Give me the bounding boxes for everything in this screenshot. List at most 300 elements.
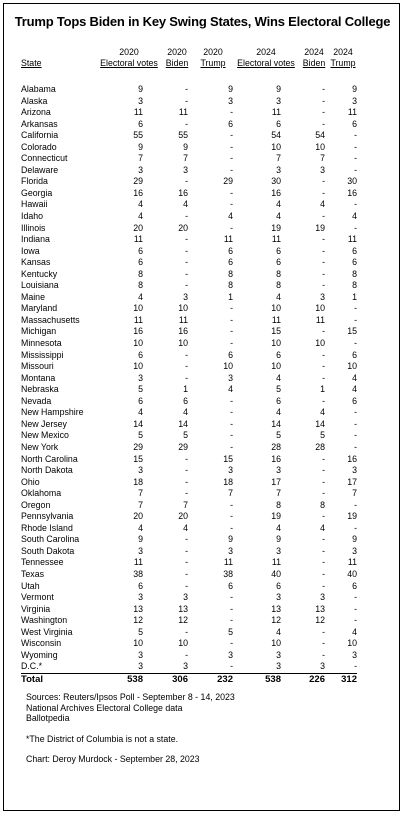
state-name: North Dakota xyxy=(21,465,73,476)
notes-block xyxy=(26,692,235,765)
ev-2020: 3 xyxy=(138,465,143,476)
ev-2024: 8 xyxy=(276,280,281,291)
ev-2024: 19 xyxy=(271,511,281,522)
state-name: Louisiana xyxy=(21,280,59,291)
trump-2024: - xyxy=(354,130,357,141)
biden-2024: 4 xyxy=(320,522,325,533)
trump-2020: - xyxy=(230,592,233,603)
biden-2020: 10 xyxy=(178,303,188,314)
total-2024-trump: 312 xyxy=(329,673,357,686)
ev-2024: 40 xyxy=(271,568,281,579)
table-row xyxy=(21,661,357,673)
chart-title: Trump Tops Biden in Key Swing States, Wins Electoral College xyxy=(14,14,391,29)
trump-2020: 3 xyxy=(228,372,233,383)
table-row xyxy=(21,569,357,581)
total-2020-trump: 232 xyxy=(193,673,233,686)
biden-2020: - xyxy=(185,268,188,279)
state-name: Virginia xyxy=(21,603,51,614)
trump-2020: - xyxy=(230,615,233,626)
ev-2020: 6 xyxy=(138,118,143,129)
biden-2024: - xyxy=(322,580,325,591)
trump-2020: 6 xyxy=(228,349,233,360)
biden-2020: 29 xyxy=(178,441,188,452)
biden-2024: - xyxy=(322,638,325,649)
ev-2024: 4 xyxy=(276,372,281,383)
table-row xyxy=(21,604,357,616)
ev-2024: 7 xyxy=(276,488,281,499)
trump-2024: 3 xyxy=(352,95,357,106)
chart-frame xyxy=(3,3,400,811)
table-row xyxy=(21,511,357,523)
biden-2020: 4 xyxy=(183,522,188,533)
table-row xyxy=(21,534,357,546)
trump-2024: 1 xyxy=(352,291,357,302)
ev-2020: 3 xyxy=(138,164,143,175)
trump-2024: 8 xyxy=(352,280,357,291)
biden-2020: 9 xyxy=(183,141,188,152)
total-2020-biden: 306 xyxy=(161,673,193,686)
trump-2020: 9 xyxy=(228,534,233,545)
biden-2020: 20 xyxy=(178,222,188,233)
state-name: Maine xyxy=(21,291,45,302)
ev-2024: 11 xyxy=(271,314,281,325)
biden-2024: - xyxy=(322,176,325,187)
state-name: New Mexico xyxy=(21,430,69,441)
ev-2024: 10 xyxy=(271,141,281,152)
ev-2020: 20 xyxy=(133,222,143,233)
biden-2020: 13 xyxy=(178,603,188,614)
ev-2024: 6 xyxy=(276,580,281,591)
ev-2020: 14 xyxy=(133,418,143,429)
biden-2024: - xyxy=(322,545,325,556)
biden-2020: 4 xyxy=(183,407,188,418)
trump-2024: 6 xyxy=(352,118,357,129)
trump-2024: - xyxy=(354,164,357,175)
header-2020-trump: 2020 Trump xyxy=(200,47,226,68)
state-name: Delaware xyxy=(21,164,59,175)
biden-2024: - xyxy=(322,211,325,222)
ev-2024: 28 xyxy=(271,441,281,452)
ev-2020: 6 xyxy=(138,245,143,256)
biden-2024: - xyxy=(322,257,325,268)
biden-2024: 19 xyxy=(315,222,325,233)
state-name: Arizona xyxy=(21,107,51,118)
state-name: Illinois xyxy=(21,222,46,233)
biden-2020: 1 xyxy=(183,384,188,395)
biden-2020: 3 xyxy=(183,291,188,302)
state-name: Oregon xyxy=(21,499,51,510)
trump-2024: 4 xyxy=(352,384,357,395)
biden-2020: 6 xyxy=(183,395,188,406)
table-row xyxy=(21,454,357,466)
biden-2024: 3 xyxy=(320,592,325,603)
total-2024-biden: 226 xyxy=(299,673,329,686)
state-name: Missouri xyxy=(21,361,54,372)
biden-2020: - xyxy=(185,257,188,268)
table-row xyxy=(21,477,357,489)
trump-2020: - xyxy=(230,199,233,210)
ev-2020: 6 xyxy=(138,349,143,360)
biden-2024: - xyxy=(322,84,325,94)
ev-2024: 9 xyxy=(276,84,281,94)
biden-2020: 10 xyxy=(178,638,188,649)
table-row xyxy=(21,326,357,338)
state-name: Washington xyxy=(21,615,68,626)
ev-2020: 11 xyxy=(133,107,143,118)
trump-2020: - xyxy=(230,407,233,418)
trump-2020: - xyxy=(230,661,233,672)
trump-2020: - xyxy=(230,418,233,429)
trump-2024: 11 xyxy=(347,557,357,568)
ev-2020: 4 xyxy=(138,291,143,302)
state-name: Wisconsin xyxy=(21,638,62,649)
table-row xyxy=(21,223,357,235)
table-row xyxy=(21,96,357,108)
table-row xyxy=(21,581,357,593)
state-name: Michigan xyxy=(21,326,57,337)
biden-2020: - xyxy=(185,488,188,499)
table-row xyxy=(21,442,357,454)
ev-2020: 3 xyxy=(138,661,143,672)
ev-2020: 38 xyxy=(133,568,143,579)
trump-2024: 11 xyxy=(347,234,357,245)
trump-2024: 7 xyxy=(352,488,357,499)
trump-2020: - xyxy=(230,303,233,314)
ev-2020: 9 xyxy=(138,141,143,152)
trump-2024: 6 xyxy=(352,257,357,268)
ev-2024: 6 xyxy=(276,257,281,268)
ev-2024: 4 xyxy=(276,211,281,222)
ev-2020: 29 xyxy=(133,176,143,187)
ev-2020: 3 xyxy=(138,649,143,660)
ev-2020: 11 xyxy=(133,234,143,245)
state-name: Hawaii xyxy=(21,199,48,210)
ev-2024: 4 xyxy=(276,522,281,533)
table-row xyxy=(21,373,357,385)
ev-2020: 18 xyxy=(133,476,143,487)
table-row xyxy=(21,257,357,269)
state-name: Idaho xyxy=(21,211,44,222)
biden-2020: 16 xyxy=(178,326,188,337)
ev-2020: 15 xyxy=(133,453,143,464)
trump-2024: 4 xyxy=(352,626,357,637)
biden-2020: - xyxy=(185,580,188,591)
biden-2020: 5 xyxy=(183,430,188,441)
table-row xyxy=(21,246,357,258)
table-row xyxy=(21,188,357,200)
biden-2020: 3 xyxy=(183,592,188,603)
state-name: Mississippi xyxy=(21,349,64,360)
ev-2024: 7 xyxy=(276,153,281,164)
biden-2020: 3 xyxy=(183,661,188,672)
biden-2024: - xyxy=(322,245,325,256)
state-name: New Hampshire xyxy=(21,407,84,418)
state-name: Texas xyxy=(21,568,44,579)
state-name: California xyxy=(21,130,59,141)
state-name: West Virginia xyxy=(21,626,73,637)
biden-2024: 3 xyxy=(320,661,325,672)
biden-2024: 8 xyxy=(320,499,325,510)
table-row xyxy=(21,315,357,327)
ev-2024: 5 xyxy=(276,384,281,395)
ev-2020: 4 xyxy=(138,211,143,222)
ev-2020: 8 xyxy=(138,280,143,291)
biden-2020: - xyxy=(185,84,188,94)
biden-2020: 20 xyxy=(178,511,188,522)
ev-2024: 3 xyxy=(276,465,281,476)
table-row xyxy=(21,153,357,165)
ev-2024: 16 xyxy=(271,453,281,464)
trump-2020: - xyxy=(230,430,233,441)
trump-2020: - xyxy=(230,638,233,649)
ev-2020: 6 xyxy=(138,257,143,268)
table-row xyxy=(21,130,357,142)
trump-2020: 7 xyxy=(228,488,233,499)
biden-2024: 10 xyxy=(315,303,325,314)
state-name: Maryland xyxy=(21,303,58,314)
biden-2024: - xyxy=(322,534,325,545)
trump-2024: - xyxy=(354,430,357,441)
ev-2024: 30 xyxy=(271,176,281,187)
trump-2024: 17 xyxy=(347,476,357,487)
table-row xyxy=(21,107,357,119)
table-row xyxy=(21,338,357,350)
ev-2024: 5 xyxy=(276,430,281,441)
biden-2020: - xyxy=(185,234,188,245)
trump-2024: - xyxy=(354,418,357,429)
table-row xyxy=(21,165,357,177)
table-row xyxy=(21,430,357,442)
trump-2024: - xyxy=(354,592,357,603)
table-row xyxy=(21,592,357,604)
state-name: Pennsylvania xyxy=(21,511,74,522)
state-name: Massachusetts xyxy=(21,314,80,325)
biden-2020: 16 xyxy=(178,187,188,198)
trump-2020: - xyxy=(230,187,233,198)
trump-2024: - xyxy=(354,141,357,152)
trump-2020: - xyxy=(230,499,233,510)
trump-2024: 11 xyxy=(347,107,357,118)
state-name: Nevada xyxy=(21,395,52,406)
trump-2024: 15 xyxy=(347,326,357,337)
header-2020-biden: 2020 Biden xyxy=(165,47,189,68)
trump-2020: 3 xyxy=(228,95,233,106)
biden-2020: 3 xyxy=(183,164,188,175)
ev-2024: 4 xyxy=(276,291,281,302)
trump-2024: - xyxy=(354,407,357,418)
trump-2024: - xyxy=(354,661,357,672)
biden-2020: 12 xyxy=(178,615,188,626)
biden-2024: 14 xyxy=(315,418,325,429)
biden-2020: - xyxy=(185,476,188,487)
ev-2024: 3 xyxy=(276,95,281,106)
biden-2024: 13 xyxy=(315,603,325,614)
biden-2020: - xyxy=(185,453,188,464)
trump-2020: 4 xyxy=(228,211,233,222)
ev-2020: 3 xyxy=(138,95,143,106)
ev-2020: 12 xyxy=(133,615,143,626)
table-row xyxy=(21,638,357,650)
trump-2020: 9 xyxy=(228,84,233,94)
state-name: Utah xyxy=(21,580,40,591)
biden-2024: - xyxy=(322,234,325,245)
biden-2024: - xyxy=(322,118,325,129)
trump-2020: 6 xyxy=(228,118,233,129)
trump-2020: - xyxy=(230,522,233,533)
trump-2020: 6 xyxy=(228,580,233,591)
trump-2020: - xyxy=(230,222,233,233)
table-row xyxy=(21,84,357,96)
header-2024-biden: 2024 Biden xyxy=(302,47,326,68)
state-name: South Dakota xyxy=(21,545,75,556)
trump-2020: 5 xyxy=(228,626,233,637)
trump-2024: - xyxy=(354,603,357,614)
source-line: Sources: Reuters/Ipsos Poll - September 8 - 14, 2023 xyxy=(26,692,235,702)
trump-2020: - xyxy=(230,441,233,452)
biden-2024: - xyxy=(322,95,325,106)
ev-2024: 6 xyxy=(276,245,281,256)
trump-2024: 6 xyxy=(352,395,357,406)
ev-2020: 10 xyxy=(133,361,143,372)
biden-2020: - xyxy=(185,465,188,476)
ev-2020: 10 xyxy=(133,303,143,314)
header-2024-ev: 2024 Electoral votes xyxy=(237,47,295,68)
ev-2020: 11 xyxy=(133,557,143,568)
state-name: D.C.* xyxy=(21,661,43,672)
ev-2024: 8 xyxy=(276,499,281,510)
table-row xyxy=(21,384,357,396)
biden-2024: 3 xyxy=(320,164,325,175)
biden-2020: 4 xyxy=(183,199,188,210)
table-row xyxy=(21,280,357,292)
state-name: Montana xyxy=(21,372,56,383)
ev-2024: 17 xyxy=(271,476,281,487)
ev-2024: 11 xyxy=(271,557,281,568)
biden-2024: - xyxy=(322,453,325,464)
state-name: Georgia xyxy=(21,187,53,198)
trump-2020: 18 xyxy=(223,476,233,487)
trump-2020: - xyxy=(230,107,233,118)
biden-2024: - xyxy=(322,349,325,360)
ev-2020: 16 xyxy=(133,187,143,198)
trump-2024: 40 xyxy=(347,568,357,579)
trump-2024: 6 xyxy=(352,245,357,256)
table-row xyxy=(21,650,357,662)
trump-2020: - xyxy=(230,326,233,337)
biden-2024: - xyxy=(322,557,325,568)
biden-2020: - xyxy=(185,211,188,222)
table-row xyxy=(21,142,357,154)
state-name: Rhode Island xyxy=(21,522,73,533)
ev-2020: 4 xyxy=(138,199,143,210)
table-row xyxy=(21,546,357,558)
biden-2024: - xyxy=(322,511,325,522)
biden-2020: - xyxy=(185,372,188,383)
state-name: Connecticut xyxy=(21,153,68,164)
trump-2020: 29 xyxy=(223,176,233,187)
biden-2020: - xyxy=(185,176,188,187)
ev-2020: 29 xyxy=(133,441,143,452)
trump-2020: - xyxy=(230,511,233,522)
biden-2020: - xyxy=(185,649,188,660)
ev-2020: 7 xyxy=(138,153,143,164)
biden-2024: - xyxy=(322,626,325,637)
biden-2024: - xyxy=(322,649,325,660)
biden-2024: 7 xyxy=(320,153,325,164)
biden-2024: - xyxy=(322,395,325,406)
state-name: North Carolina xyxy=(21,453,78,464)
source-line: Ballotpedia xyxy=(26,713,70,724)
table-row xyxy=(21,523,357,535)
biden-2020: - xyxy=(185,626,188,637)
trump-2024: 9 xyxy=(352,84,357,94)
trump-2024: - xyxy=(354,441,357,452)
table-row xyxy=(21,303,357,315)
ev-2024: 4 xyxy=(276,626,281,637)
state-name: Arkansas xyxy=(21,118,58,129)
ev-2020: 4 xyxy=(138,407,143,418)
table-row xyxy=(21,627,357,639)
total-row xyxy=(21,673,357,686)
trump-2024: 6 xyxy=(352,580,357,591)
ev-2024: 3 xyxy=(276,164,281,175)
trump-2020: 38 xyxy=(223,568,233,579)
ev-2020: 3 xyxy=(138,545,143,556)
ev-2024: 4 xyxy=(276,199,281,210)
biden-2020: - xyxy=(185,349,188,360)
trump-2024: 30 xyxy=(347,176,357,187)
table-row xyxy=(21,500,357,512)
ev-2024: 11 xyxy=(271,234,281,245)
biden-2020: - xyxy=(185,361,188,372)
ev-2024: 10 xyxy=(271,338,281,349)
table-row xyxy=(21,465,357,477)
biden-2024: - xyxy=(322,465,325,476)
trump-2020: - xyxy=(230,153,233,164)
table-row xyxy=(21,199,357,211)
biden-2020: - xyxy=(185,118,188,129)
state-name: Wyoming xyxy=(21,649,58,660)
source-line: National Archives Electoral College data xyxy=(26,702,183,713)
ev-2024: 8 xyxy=(276,268,281,279)
ev-2024: 12 xyxy=(271,615,281,626)
header-state: State xyxy=(21,57,42,68)
trump-2024: - xyxy=(354,199,357,210)
state-name: Ohio xyxy=(21,476,40,487)
header-row xyxy=(21,47,357,68)
ev-2020: 55 xyxy=(133,130,143,141)
trump-2020: - xyxy=(230,314,233,325)
biden-2020: - xyxy=(185,245,188,256)
biden-2020: 10 xyxy=(178,338,188,349)
ev-2024: 9 xyxy=(276,534,281,545)
ev-2020: 20 xyxy=(133,511,143,522)
trump-2024: 19 xyxy=(347,511,357,522)
total-label: Total xyxy=(21,673,97,686)
biden-2024: 10 xyxy=(315,338,325,349)
table-row xyxy=(21,407,357,419)
state-name: Alaska xyxy=(21,95,48,106)
trump-2024: - xyxy=(354,499,357,510)
ev-2020: 7 xyxy=(138,499,143,510)
ev-2020: 5 xyxy=(138,430,143,441)
state-name: Alabama xyxy=(21,84,56,94)
biden-2024: - xyxy=(322,568,325,579)
biden-2020: - xyxy=(185,280,188,291)
ev-2020: 8 xyxy=(138,268,143,279)
biden-2020: - xyxy=(185,568,188,579)
state-name: South Carolina xyxy=(21,534,80,545)
